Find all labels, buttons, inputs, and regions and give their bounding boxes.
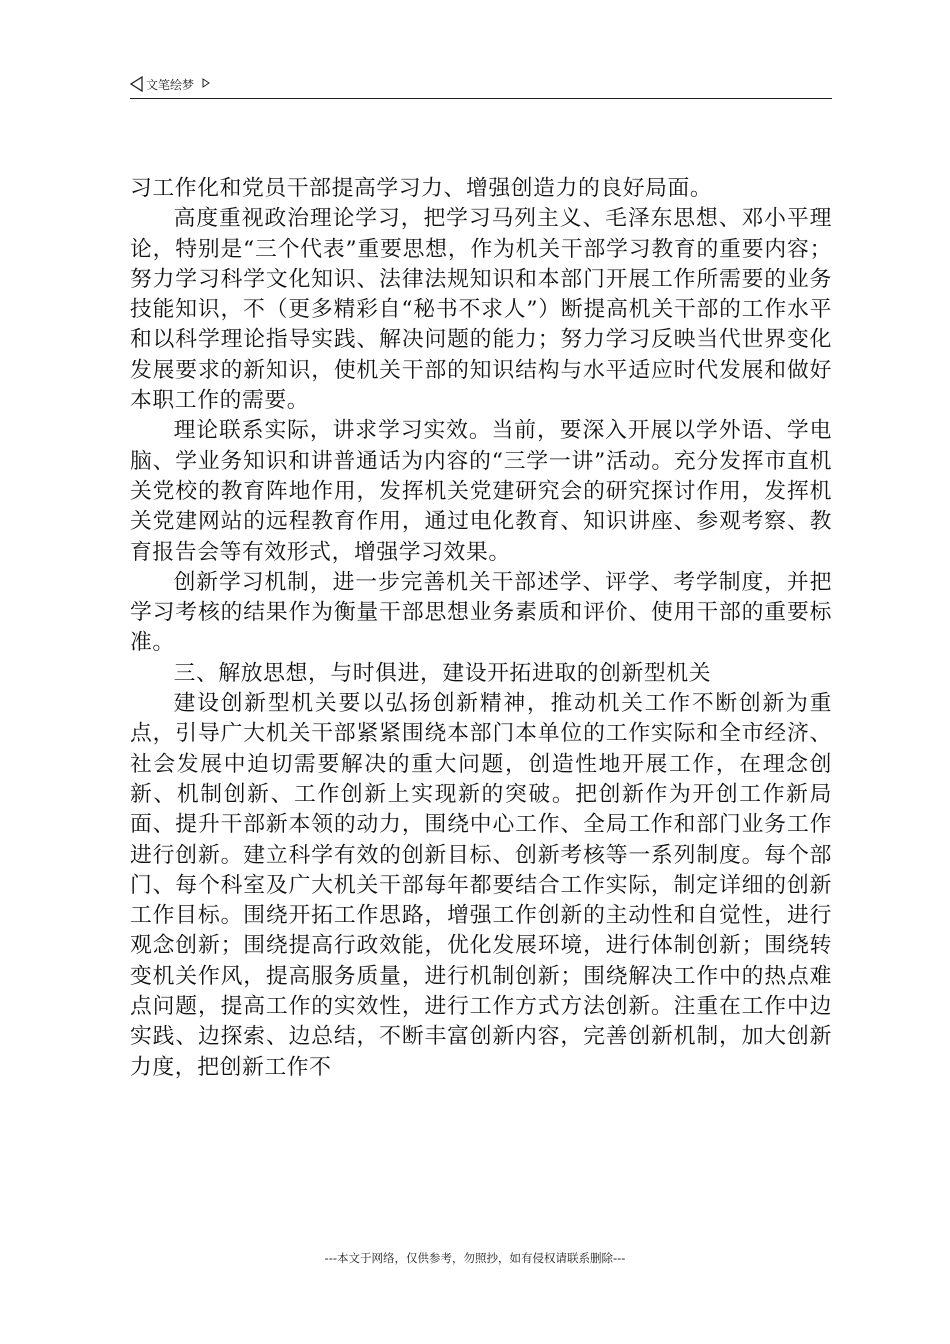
triangle-left-icon	[130, 76, 143, 92]
paragraph-study-mechanism: 创新学习机制，进一步完善机关干部述学、评学、考学制度，并把学习考核的结果作为衡量干部思想业务素质和评价、使用干部的重要标准。	[130, 569, 832, 656]
paragraph-continuation: 习工作化和党员干部提高学习力、增强创造力的良好局面。	[130, 176, 713, 201]
paragraph-practical-study: 理论联系实际，讲求学习实效。当前，要深入开展以学外语、学电脑、学业务知识和讲普通话为内容的“三学一讲”活动。充分发挥市直机关党校的教育阵地作用，发挥机关党建研究会的研究探讨作用，发挥机关党建网站的远程教育作用，通过电化教育、知识讲座、参观考察、教育报告会等有效形式，增强学习效果。	[130, 418, 832, 565]
section-heading: 三、解放思想，与时俱进，建设开拓进取的创新型机关	[173, 660, 712, 686]
header-brand	[130, 76, 210, 94]
paragraph-theory-study: 高度重视政治理论学习，把学习马列主义、毛泽东思想、邓小平理论，特别是“三个代表”重要思想，作为机关干部学习教育的重要内容；努力学习科学文化知识、法律法规知识和本部门开展工作所需要的业务技能知识，不（更多精彩自“秘书不求人”）断提高机关干部的工作水平和以科学理论指导实践、解决问题的能力；努力学习反映当代世界变化发展要求的新知识，使机关干部的知识结构与水平适应时代发展和做好本职工作的需要。	[130, 206, 832, 414]
header-title: 文笔绘梦	[146, 78, 195, 92]
paragraph-innovation: 建设创新型机关要以弘扬创新精神，推动机关工作不断创新为重点，引导广大机关干部紧紧围绕本部门本单位的工作实际和全市经济、社会发展中迫切需要解决的重大问题，创造性地开展工作，在理念创新、机制创新、工作创新上实现新的突破。把创新作为开创工作新局面、提升干部新本领的动力，围绕中心工作、全局工作和部门业务工作进行创新。建立科学有效的创新目标、创新考核等一系列制度。每个部门、每个科室及广大机关干部每年都要结合工作实际，制定详细的创新工作目标。围绕开拓工作思路，增强工作创新的主动性和自觉性，进行观念创新；围绕提高行政效能，优化发展环境，进行体制创新；围绕转变机关作风，提高服务质量，进行机制创新；围绕解决工作中的热点难点问题，提高工作的实效性，进行工作方式方法创新。注重在工作中边实践、边探索、边总结，不断丰富创新内容，完善创新机制，加大创新力度，把创新工作不	[130, 691, 832, 1080]
page-footer: ---本文于网络，仅供参考，勿照抄，如有侵权请联系删除---	[324, 1251, 626, 1265]
page-header	[130, 76, 832, 99]
triangle-right-icon	[202, 78, 210, 88]
document-body	[130, 174, 832, 1083]
